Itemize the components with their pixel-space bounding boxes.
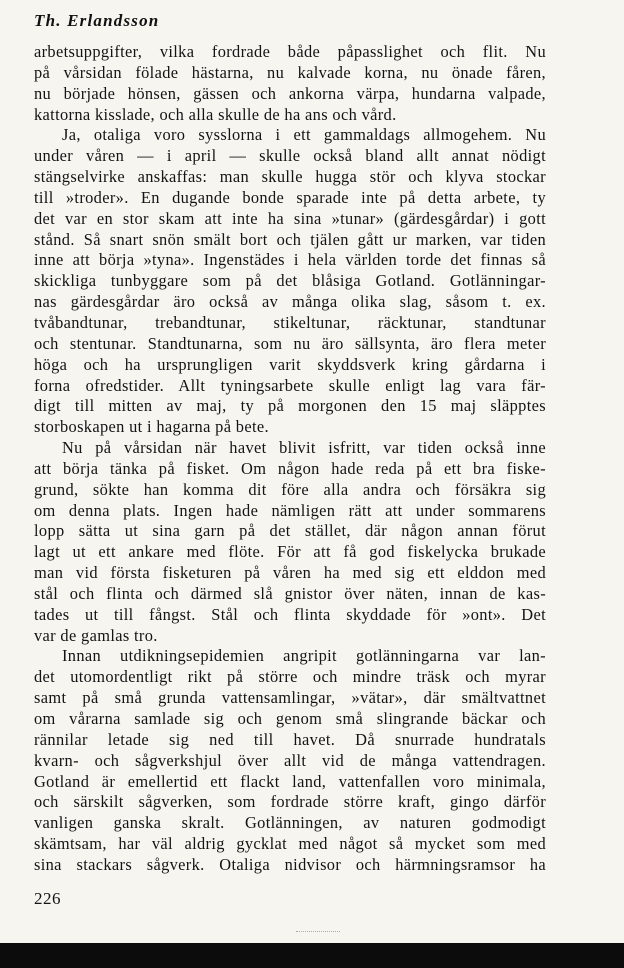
text-line: stål och flinta och därmed slå gnistor över näten, innan de kas- xyxy=(34,583,546,603)
page-number: 226 xyxy=(34,889,61,908)
text-line: kvarn- och sågverkshjul över allt vid de många vattendragen. xyxy=(34,750,546,770)
text-line: man vid första fisketuren på våren ha med sig ett elddon med xyxy=(34,563,546,583)
text-line: och särskilt sågverken, som fordrade större kraft, gingo därför xyxy=(34,792,546,812)
text-line: till »troder». En dugande bonde sparade inte på detta arbete, ty xyxy=(34,187,546,207)
text-line: grund, sökte han komma dit före alla andra och försäkra sig xyxy=(34,479,546,499)
text-line: det var en stor skam att inte ha sina »tunar» (gärdesgårdar) i gott xyxy=(34,208,546,228)
text-line: på vårsidan fölade hästarna, nu kalvade korna, nu önade fåren, xyxy=(34,62,546,82)
text-line: och stentunar. Standtunarna, som nu äro sällsynta, äro flera meter xyxy=(34,333,546,353)
text-line: Innan utdikningsepidemien angripit gotlänningarna var lan- xyxy=(62,646,546,666)
text-line: digt till mitten av maj, ty på morgonen den 15 maj släpptes xyxy=(34,396,546,416)
text-line: stånd. Så snart snön smält bort och tjälen gått ur marken, var tiden xyxy=(34,229,546,249)
text-line: inne att börja »tyna». Ingenstädes i hela världen torde det finnas så xyxy=(34,250,546,270)
text-line: höga och ha ursprungligen varit skyddsverk kring gårdarna i xyxy=(34,354,546,374)
text-line: sina stackars sågverk. Otaliga nidvisor och härmningsramsor ha xyxy=(34,854,546,874)
text-line: Ja, otaliga voro sysslorna i ett gammaldags allmogehem. Nu xyxy=(62,125,546,145)
text-line: nas gärdesgårdar äro också av många olika slag, såsom t. ex. xyxy=(34,292,546,312)
text-line: kattorna kisslade, och alla skulle de ha ans och vård. xyxy=(34,104,397,124)
text-line: Gotland är emellertid ett flackt land, vattenfallen voro minimala, xyxy=(34,771,546,791)
text-line: vanligen ganska skralt. Gotlänningen, av naturen godmodigt xyxy=(34,813,546,833)
text-line: rännilar letade sig ned till havet. Då snurrade hundratals xyxy=(34,729,546,749)
text-line: Nu på vårsidan när havet blivit isfritt, var tiden också inne xyxy=(62,438,546,458)
text-line: nu började hönsen, gässen och ankorna värpa, hundarna valpade, xyxy=(34,83,546,103)
text-line: storboskapen ut i hagarna på bete. xyxy=(34,417,269,437)
text-line: samt på små grunda vattensamlingar, »vätar», där smältvattnet xyxy=(34,688,546,708)
text-line: tades ut till fångst. Stål och flinta skyddade för »ont». Det xyxy=(34,604,546,624)
text-line: skickliga tunbyggare som på det blåsiga Gotland. Gotlänningar- xyxy=(34,271,546,291)
text-line: lagt ut ett ankare med flöte. För att få god fiskelycka brukade xyxy=(34,542,546,562)
text-line: var de gamlas tro. xyxy=(34,625,158,645)
text-line: tvåbandtunar, trebandtunar, stikeltunar, räcktunar, standtunar xyxy=(34,312,546,332)
text-line: skämtsam, har väl aldrig gycklat med något så mycket som med xyxy=(34,834,546,854)
text-line: lopp sätta ut sina garn på det stället, där någon annan förut xyxy=(34,521,546,541)
scan-edge-mark xyxy=(296,931,340,936)
text-line: under våren — i april — skulle också bland allt annat nödigt xyxy=(34,146,546,166)
text-line: om vårarna samlade sig och genom små slingrande bäckar och xyxy=(34,709,546,728)
running-head: Th. Erlandsson xyxy=(34,11,160,30)
text-line: forna ofredstider. Allt tyningsarbete skulle enligt lag vara fär- xyxy=(34,375,546,395)
text-line: arbetsuppgifter, vilka fordrade både påpasslighet och flit. Nu xyxy=(34,42,546,61)
scan-bottom-border xyxy=(0,943,624,968)
text-line: det utomordentligt rikt på större och mindre träsk och myrar xyxy=(34,667,546,687)
text-line: stängselvirke anskaffas: man skulle hugga stör och klyva stockar xyxy=(34,167,546,187)
body-text xyxy=(34,42,546,876)
text-line: att börja tänka på fisket. Om någon hade reda på ett bra fiske- xyxy=(34,458,546,478)
text-line: om denna plats. Ingen hade nämligen rätt att under sommarens xyxy=(34,500,546,520)
